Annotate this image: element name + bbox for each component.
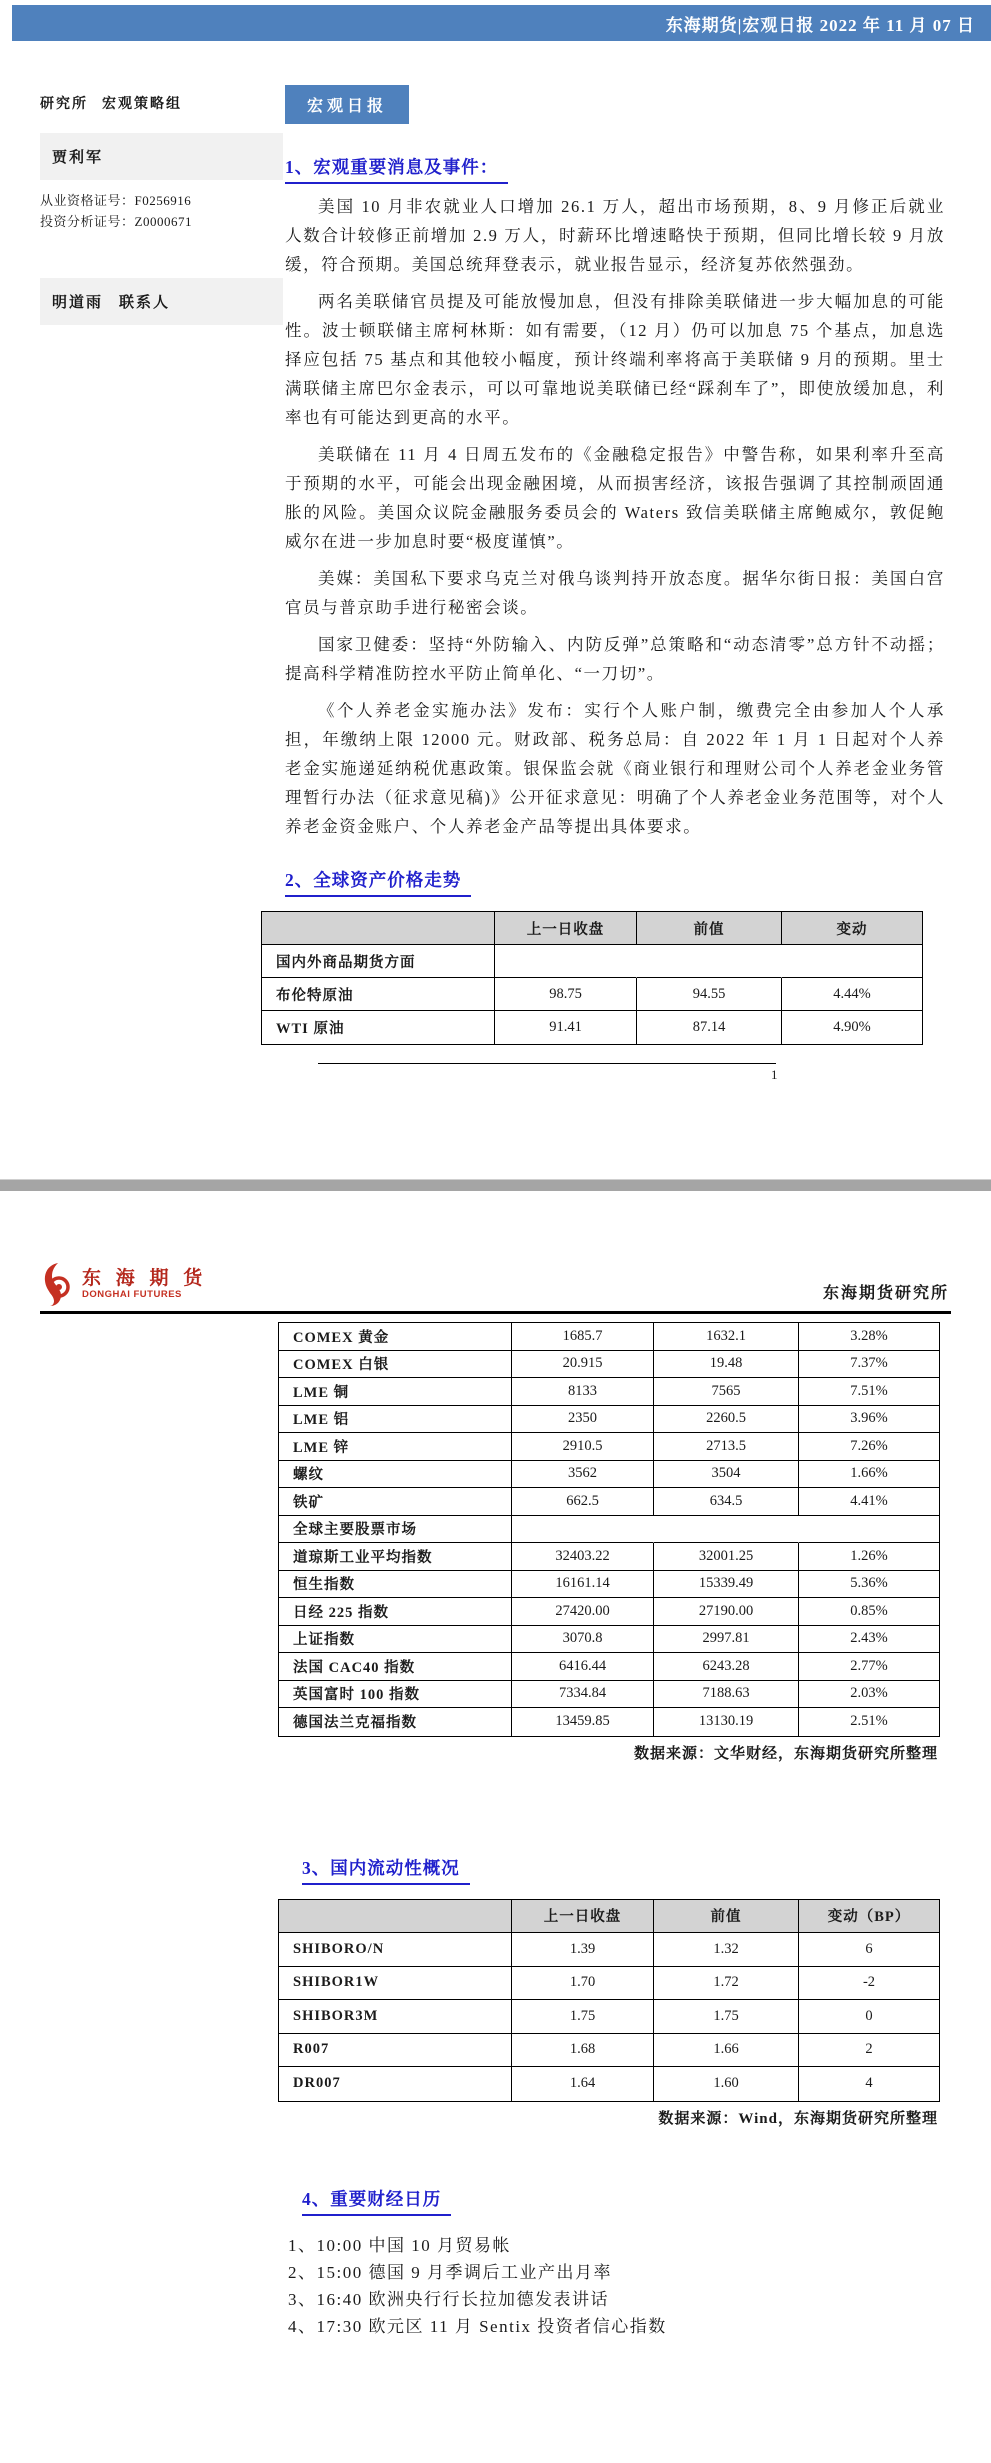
row-label: 全球主要股票市场: [279, 1516, 512, 1544]
table-row: [279, 1323, 939, 1351]
table-row: [279, 1461, 939, 1489]
row-label: 法国 CAC40 指数: [279, 1653, 512, 1681]
row-change: 7.51%: [799, 1378, 939, 1406]
header-empty: [279, 1900, 512, 1934]
row-label: DR007: [279, 2067, 512, 2101]
row-change: 0.85%: [799, 1598, 939, 1626]
row-prev-close: 6416.44: [512, 1653, 654, 1681]
row-label: 恒生指数: [279, 1571, 512, 1599]
row-prev-close: 16161.14: [512, 1571, 654, 1599]
page2-header: [0, 1261, 991, 1307]
contact-name: 明道雨: [52, 295, 104, 311]
row-prior-value: 7188.63: [654, 1681, 799, 1709]
paragraph: 《个人养老金实施办法》发布：实行个人账户制，缴费完全由参加人个人承担，年缴纳上限 12000 元。财政部、税务总局：自 2022 年 1 月 1 日起对个人养老金实施递延纳税优惠政策。银保监会就《商业银行和理财公司个人养老金业务管理暂行办法（征求意见稿)》公开征求意见：明确了个人养老金业务范围等，对个人养老金资金账户、个人养老金产品等提出具体要求。: [285, 701, 945, 836]
table-row: [279, 1626, 939, 1654]
paragraph: 美媒：美国私下要求乌克兰对俄乌谈判持开放态度。据华尔街日报：美国白宫官员与普京助手进行秘密会谈。: [285, 569, 945, 617]
section2-heading: 2、全球资产价格走势: [285, 867, 471, 897]
row-label: COMEX 黄金: [279, 1323, 512, 1351]
table-row: [279, 1653, 939, 1681]
row-prev-close: 2350: [512, 1406, 654, 1434]
table-row: [279, 2067, 939, 2101]
row-change: 1.26%: [799, 1543, 939, 1571]
row-change: 7.37%: [799, 1351, 939, 1379]
row-prev-close: [495, 945, 637, 978]
row-prior-value: 1.72: [654, 1967, 799, 2001]
row-label: 布伦特原油: [262, 978, 495, 1011]
row-change: 4.44%: [782, 978, 922, 1011]
row-prior-value: [637, 945, 782, 978]
row-label: 国内外商品期货方面: [262, 945, 495, 978]
row-change: 5.36%: [799, 1571, 939, 1599]
table-row: [279, 1598, 939, 1626]
table-row: [279, 1516, 939, 1544]
paragraph: 美联储在 11 月 4 日周五发布的《金融稳定报告》中警告称，如果利率升至高于预期的水平，可能会出现金融困境，从而损害经济，该报告强调了其控制顽固通胀的风险。美国众议院金融服务委员会的 Waters 致信美联储主席鲍威尔，敦促鲍威尔在进一步加息时要“极度谨慎”。: [285, 445, 945, 551]
header-prev-close: 上一日收盘: [512, 1900, 654, 1934]
row-prev-close: 20.915: [512, 1351, 654, 1379]
row-prev-close: 1.64: [512, 2067, 654, 2101]
analyst-name-box: [40, 133, 283, 180]
table-row: [279, 1708, 939, 1736]
team-label: 宏观策略组: [102, 97, 182, 112]
table-row: [279, 1967, 939, 2001]
row-prev-close: [512, 1516, 654, 1544]
row-prior-value: 2713.5: [654, 1433, 799, 1461]
research-institute-title: 东海期货研究所: [822, 1285, 949, 1302]
header-change: 变动: [782, 912, 922, 945]
row-label: LME 铝: [279, 1406, 512, 1434]
table-row: [279, 1681, 939, 1709]
contact-box: [40, 278, 283, 325]
row-label: 德国法兰克福指数: [279, 1708, 512, 1736]
row-prev-close: 1.39: [512, 1933, 654, 1967]
header-prev-close: 上一日收盘: [495, 912, 637, 945]
row-prev-close: 91.41: [495, 1011, 637, 1044]
table-row: [279, 1433, 939, 1461]
contact-role: 联系人: [119, 295, 171, 311]
row-change: 4.41%: [799, 1488, 939, 1516]
row-prior-value: 94.55: [637, 978, 782, 1011]
report-header-bar: [12, 5, 991, 41]
row-prev-close: 7334.84: [512, 1681, 654, 1709]
table3-source-note: 数据来源：Wind，东海期货研究所整理: [658, 2110, 938, 2127]
table-header-row: [262, 912, 922, 945]
calendar-item: 4、17:30 欧元区 11 月 Sentix 投资者信心指数: [288, 2316, 667, 2336]
row-change: 1.66%: [799, 1461, 939, 1489]
author-sidebar: [0, 41, 285, 1083]
row-change: 4.90%: [833, 1019, 871, 1035]
row-prior-value: 1.60: [654, 2067, 799, 2101]
calendar-item: 1、10:00 中国 10 月贸易帐: [288, 2235, 511, 2255]
row-change: 2.77%: [799, 1653, 939, 1681]
row-prior-value: 1.66: [654, 2034, 799, 2068]
table-row: [262, 1011, 922, 1044]
header-prior-value: 前值: [654, 1900, 799, 1934]
row-label: 铁矿: [279, 1488, 512, 1516]
row-prev-close: 27420.00: [512, 1598, 654, 1626]
table-row: [262, 978, 922, 1011]
row-change: 2.43%: [799, 1626, 939, 1654]
company-logo: [42, 1261, 207, 1307]
paragraph: 美国 10 月非农就业人口增加 26.1 万人，超出市场预期，8、9 月修正后就业人数合计较修正前增加 2.9 万人，时薪环比增速略快于预期，但同比增长较 9 月放缓，符合预期。美国总统拜登表示，就业报告显示，经济复苏依然强劲。: [285, 197, 945, 274]
row-prior-value: 15339.49: [654, 1571, 799, 1599]
row-prior-value: 32001.25: [654, 1543, 799, 1571]
row-prev-close: 662.5: [512, 1488, 654, 1516]
row-change: [782, 945, 922, 978]
table-row: [279, 1543, 939, 1571]
page1-footnote: [285, 1063, 945, 1083]
row-prev-close: 1.75: [512, 2000, 654, 2034]
section3-heading: 3、国内流动性概况: [302, 1855, 470, 1885]
donghai-logo-icon: [42, 1261, 74, 1307]
row-change: -2: [799, 1967, 939, 2001]
row-prev-close: 3070.8: [512, 1626, 654, 1654]
section1-heading: 1、宏观重要消息及事件：: [285, 154, 508, 184]
liquidity-table: [278, 1899, 940, 2102]
header-change-bp: 变动（BP）: [799, 1900, 939, 1934]
row-change: 3.28%: [799, 1323, 939, 1351]
row-prior-value: 19.48: [654, 1351, 799, 1379]
row-change: 2: [799, 2034, 939, 2068]
row-prev-close: 98.75: [495, 978, 637, 1011]
row-prev-close: 13459.85: [512, 1708, 654, 1736]
report-type-badge: 宏观日报: [285, 85, 409, 124]
row-label: WTI 原油: [262, 1011, 495, 1044]
footnote-separator: [318, 1063, 776, 1064]
section4-heading: 4、重要财经日历: [302, 2186, 451, 2216]
row-prior-value: 1.32: [654, 1933, 799, 1967]
logo-text: [82, 1269, 207, 1300]
table-row: [279, 1406, 939, 1434]
row-change: [799, 1516, 939, 1544]
table-row: [279, 2000, 939, 2034]
table-row: [262, 945, 922, 978]
row-prev-close: 32403.22: [512, 1543, 654, 1571]
row-prev-close: 3562: [512, 1461, 654, 1489]
row-prior-value: 1632.1: [654, 1323, 799, 1351]
row-change: 0: [799, 2000, 939, 2034]
row-prior-value: 27190.00: [654, 1598, 799, 1626]
main-content: [276, 41, 991, 1083]
table2-source-note: 数据来源：文华财经，东海期货研究所整理: [633, 1745, 938, 1762]
row-change: 4: [865, 2075, 873, 2092]
row-prev-close: 8133: [512, 1378, 654, 1406]
table-row: [279, 1351, 939, 1379]
report-title: 东海期货|宏观日报 2022 年 11 月 07 日: [665, 15, 975, 35]
table-row: [279, 1933, 939, 1967]
page-1: [0, 41, 991, 1083]
global-assets-table-page1: [261, 911, 923, 1045]
row-prior-value: 7565: [654, 1378, 799, 1406]
row-label: 日经 225 指数: [279, 1598, 512, 1626]
row-label: SHIBORO/N: [279, 1933, 512, 1967]
row-prior-value: 6243.28: [654, 1653, 799, 1681]
row-prev-close: 1.68: [512, 2034, 654, 2068]
cert-line: 从业资格证号：F0256916: [40, 193, 192, 208]
row-prior-value: [654, 1516, 799, 1544]
row-prior-value: 2997.81: [654, 1626, 799, 1654]
calendar-item: 2、15:00 德国 9 月季调后工业产出月率: [288, 2262, 612, 2282]
research-team-line: [40, 93, 285, 113]
row-change: 3.96%: [799, 1406, 939, 1434]
analyst-certs: [40, 190, 285, 232]
page-number: 1: [771, 1067, 778, 1082]
row-prior-value: 1.75: [654, 2000, 799, 2034]
row-label: 上证指数: [279, 1626, 512, 1654]
row-prior-value: 2260.5: [654, 1406, 799, 1434]
row-change: 2.51%: [850, 1713, 888, 1730]
row-prev-close: 1685.7: [512, 1323, 654, 1351]
global-assets-table-page2: [278, 1322, 940, 1737]
section1-paragraphs: [285, 192, 945, 841]
row-label: LME 铜: [279, 1378, 512, 1406]
row-label: R007: [279, 2034, 512, 2068]
table-row: [279, 2034, 939, 2068]
page-separator-band: [0, 1179, 991, 1191]
row-change: 6: [799, 1933, 939, 1967]
row-prev-close: 1.70: [512, 1967, 654, 2001]
calendar-item: 3、16:40 欧洲央行行长拉加德发表讲话: [288, 2289, 609, 2309]
paragraph: 两名美联储官员提及可能放慢加息，但没有排除美联储进一步大幅加息的可能性。波士顿联储主席柯林斯：如有需要，（12 月）仍可以加息 75 个基点，加息选择应包括 75 基点和其他较小幅度，预计终端利率将高于美联储 9 月的预期。里士满联储主席巴尔金表示，可以可靠地说美联储已经“踩刹车了”，即使放缓加息，利率也有可能达到更高的水平。: [285, 292, 945, 427]
logo-text-cn: 东 海 期 货: [82, 1267, 208, 1289]
row-label: 英国富时 100 指数: [279, 1681, 512, 1709]
table-row: [279, 1571, 939, 1599]
logo-text-en: DONGHAI FUTURES: [82, 1288, 182, 1300]
row-label: SHIBOR1W: [279, 1967, 512, 2001]
row-label: COMEX 白银: [279, 1351, 512, 1379]
dept-label: 研究所: [40, 97, 88, 112]
row-prior-value: 87.14: [637, 1011, 782, 1044]
paragraph: 国家卫健委：坚持“外防输入、内防反弹”总策略和“动态清零”总方针不动摇；提高科学精准防控水平防止简单化、“一刀切”。: [285, 635, 945, 683]
row-label: SHIBOR3M: [279, 2000, 512, 2034]
row-label: 螺纹: [279, 1461, 512, 1489]
row-label: LME 锌: [279, 1433, 512, 1461]
analyst-name: 贾利军: [52, 150, 104, 166]
row-prior-value: 634.5: [654, 1488, 799, 1516]
table-row: [279, 1488, 939, 1516]
row-change: 7.26%: [799, 1433, 939, 1461]
header-empty: [262, 912, 495, 945]
row-prior-value: 13130.19: [654, 1708, 799, 1736]
header-rule: [40, 1311, 951, 1314]
row-change: 2.03%: [799, 1681, 939, 1709]
header-prior-value: 前值: [637, 912, 782, 945]
cert-line: 投资分析证号：Z0000671: [40, 214, 192, 229]
table-row: [279, 1378, 939, 1406]
economic-calendar-list: [288, 2232, 991, 2340]
table-header-row: [279, 1900, 939, 1934]
row-label: 道琼斯工业平均指数: [279, 1543, 512, 1571]
row-prev-close: 2910.5: [512, 1433, 654, 1461]
row-prior-value: 3504: [654, 1461, 799, 1489]
